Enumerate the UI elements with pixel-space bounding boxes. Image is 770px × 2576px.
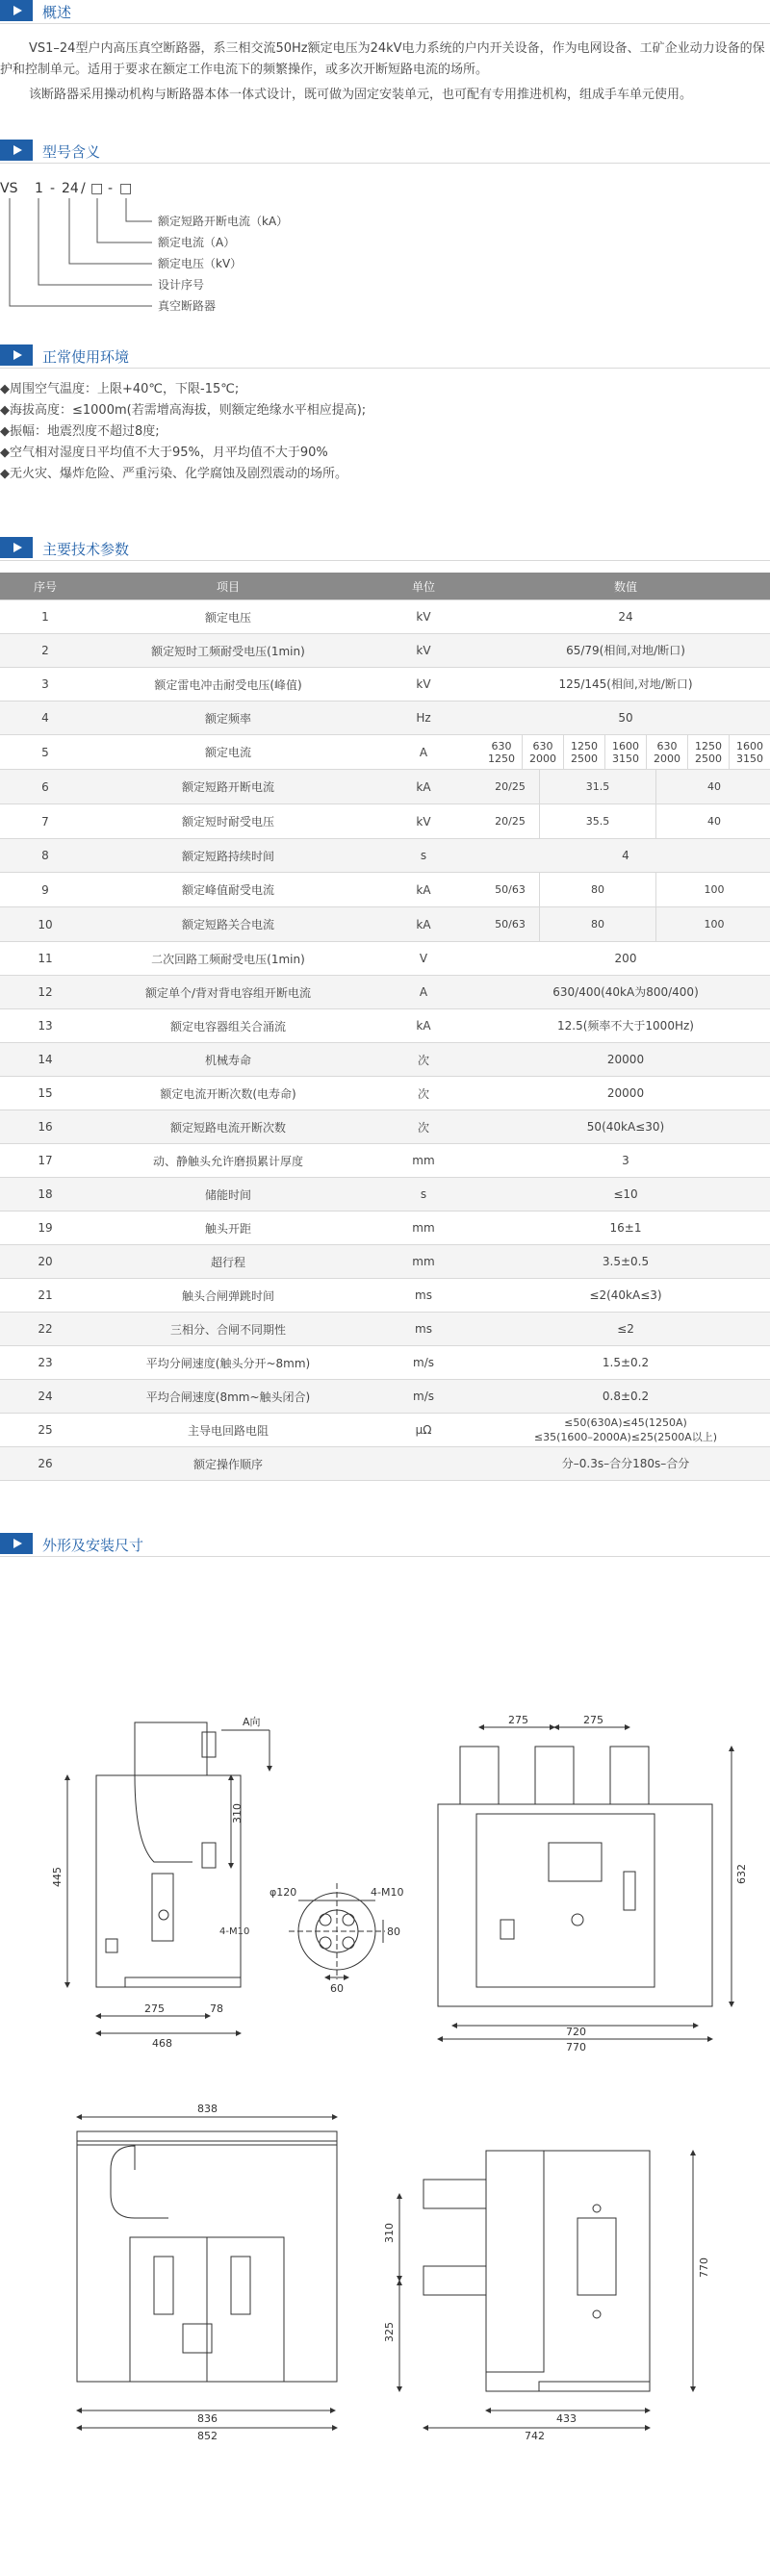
spec-value: 35.5 bbox=[539, 804, 655, 838]
spec-no-cell: 6 bbox=[0, 770, 90, 804]
bottom-side-dim-310: 310 bbox=[383, 2223, 396, 2243]
spec-value-cell bbox=[481, 1211, 770, 1245]
spec-no-cell: 24 bbox=[0, 1380, 90, 1414]
spec-value-cell bbox=[481, 1313, 770, 1346]
section-arrow-icon bbox=[0, 1533, 33, 1554]
a-view-dim-80: 80 bbox=[387, 1926, 400, 1938]
spec-value: 20/25 bbox=[495, 780, 526, 793]
spec-unit-cell: Hz bbox=[366, 701, 481, 735]
spec-no-cell: 2 bbox=[0, 634, 90, 668]
spec-item-cell: 额定短路关合电流 bbox=[90, 907, 366, 942]
spec-item-cell: 触头开距 bbox=[90, 1211, 366, 1245]
spec-unit-cell: A bbox=[366, 735, 481, 770]
side-view-dim-445: 445 bbox=[51, 1867, 64, 1887]
spec-unit-cell: kA bbox=[366, 1009, 481, 1043]
a-view-dim-60: 60 bbox=[330, 1982, 344, 1995]
spec-unit-cell: A bbox=[366, 976, 481, 1009]
spec-value: 1600 3150 bbox=[729, 735, 770, 769]
model-header bbox=[0, 140, 770, 165]
spec-value: ≤2(40kA≤3) bbox=[589, 1288, 662, 1302]
specs-header-item: 项目 bbox=[90, 573, 366, 600]
bottom-side-drawing bbox=[399, 2151, 693, 2428]
model-code-dash1: - bbox=[50, 181, 56, 196]
bottom-side-dim-742: 742 bbox=[525, 2430, 545, 2442]
spec-unit-cell: kV bbox=[366, 668, 481, 701]
table-row bbox=[0, 1414, 770, 1447]
spec-value-cell bbox=[481, 1043, 770, 1077]
spec-value: 4 bbox=[622, 849, 629, 862]
spec-value-cell bbox=[481, 668, 770, 701]
table-row bbox=[0, 1043, 770, 1077]
spec-value-cell bbox=[481, 1380, 770, 1414]
spec-unit-cell: 次 bbox=[366, 1077, 481, 1110]
spec-item-cell: 额定操作顺序 bbox=[90, 1447, 366, 1481]
section-arrow-icon bbox=[0, 537, 33, 558]
spec-no-cell: 23 bbox=[0, 1346, 90, 1380]
specs-header bbox=[0, 537, 770, 562]
table-row bbox=[0, 1077, 770, 1110]
bottom-side-dim-325: 325 bbox=[383, 2322, 396, 2342]
spec-unit-cell: kA bbox=[366, 770, 481, 804]
spec-value: 1600 3150 bbox=[604, 735, 646, 769]
table-row bbox=[0, 600, 770, 634]
table-row bbox=[0, 1245, 770, 1279]
model-code-seq: 1 bbox=[35, 181, 43, 196]
side-view-drawing bbox=[67, 1722, 270, 2033]
spec-no-cell: 4 bbox=[0, 701, 90, 735]
spec-item-cell: 动、静触头允许磨损累计厚度 bbox=[90, 1144, 366, 1178]
front-view-dim-275b: 275 bbox=[583, 1714, 603, 1726]
spec-unit-cell: kV bbox=[366, 804, 481, 839]
specs-header-unit: 单位 bbox=[366, 573, 481, 600]
spec-value: 3 bbox=[622, 1154, 629, 1167]
spec-value: 24 bbox=[618, 610, 633, 624]
side-view-dim-m10: 4-M10 bbox=[219, 1926, 250, 1937]
model-legend-5: 真空断路器 bbox=[158, 299, 217, 313]
spec-value: 40 bbox=[655, 804, 770, 838]
front-view-drawing bbox=[438, 1727, 732, 2039]
spec-value: 80 bbox=[539, 907, 655, 941]
spec-value: 630 2000 bbox=[522, 735, 563, 769]
spec-value: 0.8±0.2 bbox=[602, 1390, 650, 1403]
table-row bbox=[0, 804, 770, 839]
model-code-vs: VS bbox=[0, 181, 18, 196]
spec-value-cell bbox=[481, 770, 770, 804]
spec-no-cell: 8 bbox=[0, 839, 90, 873]
spec-value: 20/25 bbox=[495, 815, 526, 828]
spec-value-cell bbox=[481, 1144, 770, 1178]
spec-no-cell: 12 bbox=[0, 976, 90, 1009]
table-row bbox=[0, 942, 770, 976]
spec-value: 31.5 bbox=[539, 770, 655, 803]
environment-item: ◆周围空气温度：上限+40℃，下限-15℃; bbox=[0, 382, 240, 396]
spec-value: 50 bbox=[618, 711, 633, 725]
spec-value-cell bbox=[481, 1110, 770, 1144]
environment-item: ◆无火灾、爆炸危险、严重污染、化学腐蚀及剧烈震动的场所。 bbox=[0, 467, 347, 481]
spec-unit-cell: m/s bbox=[366, 1380, 481, 1414]
spec-value: 1250 2500 bbox=[563, 735, 604, 769]
spec-unit-cell: ms bbox=[366, 1313, 481, 1346]
spec-item-cell: 平均合闸速度(8mm~触头闭合) bbox=[90, 1380, 366, 1414]
spec-value: 200 bbox=[614, 952, 637, 965]
spec-item-cell: 额定短时耐受电压 bbox=[90, 804, 366, 839]
spec-no-cell: 7 bbox=[0, 804, 90, 839]
side-view-dim-275: 275 bbox=[144, 2002, 165, 2015]
table-row bbox=[0, 1110, 770, 1144]
spec-value-cell bbox=[481, 600, 770, 634]
spec-unit-cell: m/s bbox=[366, 1346, 481, 1380]
spec-item-cell: 超行程 bbox=[90, 1245, 366, 1279]
bottom-side-dim-433: 433 bbox=[556, 2412, 577, 2425]
spec-no-cell: 22 bbox=[0, 1313, 90, 1346]
spec-value-cell bbox=[481, 839, 770, 873]
section-arrow-icon bbox=[0, 140, 33, 161]
environment-item: ◆海拔高度：≤1000m(若需增高海拔，则额定绝缘水平相应提高); bbox=[0, 403, 367, 418]
specs-table-body bbox=[0, 600, 770, 1481]
spec-unit-cell: 次 bbox=[366, 1043, 481, 1077]
spec-value: 12.5(频率不大于1000Hz) bbox=[557, 1019, 694, 1033]
spec-item-cell: 额定电压 bbox=[90, 600, 366, 634]
table-row bbox=[0, 1144, 770, 1178]
spec-unit-cell: s bbox=[366, 1178, 481, 1211]
spec-value: 630 1250 bbox=[488, 739, 515, 765]
spec-value-cell bbox=[481, 804, 770, 839]
spec-no-cell: 18 bbox=[0, 1178, 90, 1211]
dimension-drawings bbox=[0, 1554, 770, 2576]
spec-value: 65/79(相间,对地/断口) bbox=[566, 644, 685, 657]
model-legend-3: 额定电压（kV） bbox=[158, 257, 243, 270]
environment-header bbox=[0, 344, 770, 370]
model-code-current-box: □ bbox=[90, 181, 104, 196]
table-row bbox=[0, 1279, 770, 1313]
model-legend-4: 设计序号 bbox=[158, 278, 205, 292]
spec-item-cell: 触头合闸弹跳时间 bbox=[90, 1279, 366, 1313]
spec-no-cell: 1 bbox=[0, 600, 90, 634]
table-row bbox=[0, 701, 770, 735]
front-view-dim-632: 632 bbox=[735, 1864, 748, 1884]
spec-value: 1250 2500 bbox=[687, 735, 729, 769]
spec-value: 16±1 bbox=[609, 1221, 642, 1235]
spec-value: 100 bbox=[655, 907, 770, 941]
bottom-side-dim-770: 770 bbox=[698, 2257, 710, 2278]
spec-item-cell: 三相分、合闸不同期性 bbox=[90, 1313, 366, 1346]
spec-value: 50(40kA≤30) bbox=[586, 1120, 665, 1134]
spec-unit-cell: s bbox=[366, 839, 481, 873]
model-legend-1: 额定短路开断电流（kA） bbox=[158, 215, 289, 228]
model-code-slash: / bbox=[81, 181, 86, 196]
spec-unit-cell bbox=[366, 1447, 481, 1481]
specs-header-value: 数值 bbox=[481, 573, 770, 600]
spec-value: 3.5±0.5 bbox=[602, 1255, 650, 1268]
spec-value-cell bbox=[481, 873, 770, 907]
spec-value-cell bbox=[481, 634, 770, 668]
spec-unit-cell: 次 bbox=[366, 1110, 481, 1144]
spec-no-cell: 17 bbox=[0, 1144, 90, 1178]
spec-item-cell: 主导电回路电阻 bbox=[90, 1414, 366, 1447]
table-row bbox=[0, 873, 770, 907]
spec-value-cell bbox=[481, 1279, 770, 1313]
spec-value-cell bbox=[481, 942, 770, 976]
spec-value-cell bbox=[481, 1178, 770, 1211]
table-row bbox=[0, 1009, 770, 1043]
spec-value-cell bbox=[481, 1414, 770, 1447]
section-arrow-icon bbox=[0, 344, 33, 366]
spec-item-cell: 额定电流开断次数(电寿命) bbox=[90, 1077, 366, 1110]
bottom-front-dim-836: 836 bbox=[197, 2412, 218, 2425]
bottom-front-drawing bbox=[77, 2117, 337, 2428]
spec-value-cell bbox=[481, 907, 770, 942]
table-row bbox=[0, 668, 770, 701]
specs-table bbox=[0, 573, 770, 1481]
bottom-front-dim-838: 838 bbox=[197, 2103, 218, 2115]
specs-section bbox=[0, 537, 770, 1471]
model-code-diagram bbox=[0, 173, 770, 366]
environment-title: 正常使用环境 bbox=[42, 348, 130, 366]
spec-value: ≤2 bbox=[617, 1322, 634, 1336]
spec-value: ≤50(630A)≤45(1250A) ≤35(1600–2000A)≤25(2500A以上) bbox=[533, 1416, 718, 1443]
overview-title: 概述 bbox=[42, 4, 72, 21]
spec-unit-cell: mm bbox=[366, 1211, 481, 1245]
spec-item-cell: 储能时间 bbox=[90, 1178, 366, 1211]
spec-value: 1.5±0.2 bbox=[602, 1356, 650, 1369]
spec-value: 630 2000 bbox=[646, 735, 687, 769]
spec-value-cell bbox=[481, 1009, 770, 1043]
model-title: 型号含义 bbox=[42, 143, 101, 161]
spec-item-cell: 额定单个/背对背电容组开断电流 bbox=[90, 976, 366, 1009]
side-view-dim-78: 78 bbox=[210, 2002, 223, 2015]
spec-value: 20000 bbox=[606, 1086, 645, 1100]
bottom-front-dim-852: 852 bbox=[197, 2430, 218, 2442]
spec-no-cell: 20 bbox=[0, 1245, 90, 1279]
spec-item-cell: 额定雷电冲击耐受电压(峰值) bbox=[90, 668, 366, 701]
spec-value-cell bbox=[481, 1447, 770, 1481]
spec-no-cell: 5 bbox=[0, 735, 90, 770]
spec-no-cell: 21 bbox=[0, 1279, 90, 1313]
spec-no-cell: 9 bbox=[0, 873, 90, 907]
spec-value: 100 bbox=[655, 873, 770, 906]
spec-no-cell: 14 bbox=[0, 1043, 90, 1077]
spec-item-cell: 额定短时工频耐受电压(1min) bbox=[90, 634, 366, 668]
table-row bbox=[0, 976, 770, 1009]
spec-item-cell: 额定短路电流开断次数 bbox=[90, 1110, 366, 1144]
table-row bbox=[0, 1447, 770, 1481]
spec-item-cell: 额定峰值耐受电流 bbox=[90, 873, 366, 907]
spec-item-cell: 二次回路工频耐受电压(1min) bbox=[90, 942, 366, 976]
table-row bbox=[0, 735, 770, 770]
overview-section bbox=[0, 0, 770, 102]
spec-value: 20000 bbox=[606, 1053, 645, 1066]
spec-item-cell: 额定短路开断电流 bbox=[90, 770, 366, 804]
table-row bbox=[0, 634, 770, 668]
front-view-dim-275a: 275 bbox=[508, 1714, 528, 1726]
spec-item-cell: 机械寿命 bbox=[90, 1043, 366, 1077]
spec-item-cell: 额定短路持续时间 bbox=[90, 839, 366, 873]
environment-item: ◆空气相对湿度日平均值不大于95%，月平均值不大于90% bbox=[0, 446, 328, 460]
spec-value: 40 bbox=[655, 770, 770, 803]
spec-no-cell: 13 bbox=[0, 1009, 90, 1043]
spec-value: 80 bbox=[539, 873, 655, 906]
spec-no-cell: 11 bbox=[0, 942, 90, 976]
a-view-dim-phi120: φ120 bbox=[270, 1886, 297, 1899]
spec-no-cell: 16 bbox=[0, 1110, 90, 1144]
side-view-dim-310: 310 bbox=[231, 1803, 244, 1824]
spec-value: 50/63 bbox=[495, 918, 526, 931]
model-code-dash2: - bbox=[108, 181, 114, 196]
spec-no-cell: 26 bbox=[0, 1447, 90, 1481]
front-view-dim-720: 720 bbox=[566, 2026, 586, 2038]
spec-unit-cell: kA bbox=[366, 907, 481, 942]
side-view-dim-468: 468 bbox=[152, 2037, 172, 2050]
model-section bbox=[0, 140, 770, 313]
table-row bbox=[0, 839, 770, 873]
spec-value-cell bbox=[481, 1346, 770, 1380]
spec-value-cell bbox=[481, 976, 770, 1009]
spec-value-cell bbox=[481, 735, 770, 770]
table-row bbox=[0, 770, 770, 804]
spec-unit-cell: kA bbox=[366, 873, 481, 907]
spec-no-cell: 3 bbox=[0, 668, 90, 701]
table-row bbox=[0, 1313, 770, 1346]
front-view-dim-770: 770 bbox=[566, 2041, 586, 2053]
spec-unit-cell: kV bbox=[366, 634, 481, 668]
model-code-kA-box: □ bbox=[119, 181, 133, 196]
spec-item-cell: 平均分闸速度(触头分开~8mm) bbox=[90, 1346, 366, 1380]
spec-item-cell: 额定频率 bbox=[90, 701, 366, 735]
side-view-a-label: A向 bbox=[243, 1716, 261, 1728]
spec-value: ≤10 bbox=[613, 1187, 638, 1201]
table-row bbox=[0, 1211, 770, 1245]
spec-item-cell: 额定电流 bbox=[90, 735, 366, 770]
environment-item: ◆振幅：地震烈度不超过8度; bbox=[0, 424, 160, 439]
specs-header-no: 序号 bbox=[0, 573, 90, 600]
spec-unit-cell: mm bbox=[366, 1144, 481, 1178]
spec-unit-cell: μΩ bbox=[366, 1414, 481, 1447]
spec-unit-cell: mm bbox=[366, 1245, 481, 1279]
spec-value: 630/400(40kA为800/400) bbox=[552, 985, 699, 999]
spec-no-cell: 10 bbox=[0, 907, 90, 942]
table-row bbox=[0, 907, 770, 942]
a-view-dim-m10: 4-M10 bbox=[371, 1886, 404, 1899]
spec-no-cell: 15 bbox=[0, 1077, 90, 1110]
model-code-voltage: 24 bbox=[62, 181, 79, 196]
spec-value: 125/145(相间,对地/断口) bbox=[558, 677, 693, 691]
spec-value-cell bbox=[481, 1245, 770, 1279]
section-arrow-icon bbox=[0, 0, 33, 21]
spec-no-cell: 25 bbox=[0, 1414, 90, 1447]
model-legend-2: 额定电流（A） bbox=[158, 236, 236, 249]
spec-unit-cell: ms bbox=[366, 1279, 481, 1313]
table-row bbox=[0, 1346, 770, 1380]
spec-no-cell: 19 bbox=[0, 1211, 90, 1245]
table-row bbox=[0, 1178, 770, 1211]
drawings-title: 外形及安装尺寸 bbox=[42, 1537, 144, 1554]
environment-section bbox=[0, 344, 770, 481]
spec-value-cell bbox=[481, 1077, 770, 1110]
overview-text-2: 该断路器采用操动机构与断路器本体一体式设计，既可做为固定安装单元，也可配有专用推进机构，组成手车单元使用。 bbox=[29, 88, 693, 102]
spec-value: 50/63 bbox=[495, 883, 526, 896]
spec-unit-cell: kV bbox=[366, 600, 481, 634]
table-row bbox=[0, 1380, 770, 1414]
overview-text-1: VS1–24型户内高压真空断路器，系三相交流50Hz额定电压为24kV电力系统的户内开关设备，作为电网设备、工矿企业动力设备的保护和控制单元。适用于要求在额定工作电流下的频繁操作，或多次开断短路电流的场所。 bbox=[0, 41, 765, 77]
spec-value-cell bbox=[481, 701, 770, 735]
spec-item-cell: 额定电容器组关合涌流 bbox=[90, 1009, 366, 1043]
spec-value: 分–0.3s–合分180s–合分 bbox=[561, 1457, 690, 1470]
overview-header bbox=[0, 0, 770, 25]
specs-title: 主要技术参数 bbox=[42, 541, 130, 558]
spec-unit-cell: V bbox=[366, 942, 481, 976]
